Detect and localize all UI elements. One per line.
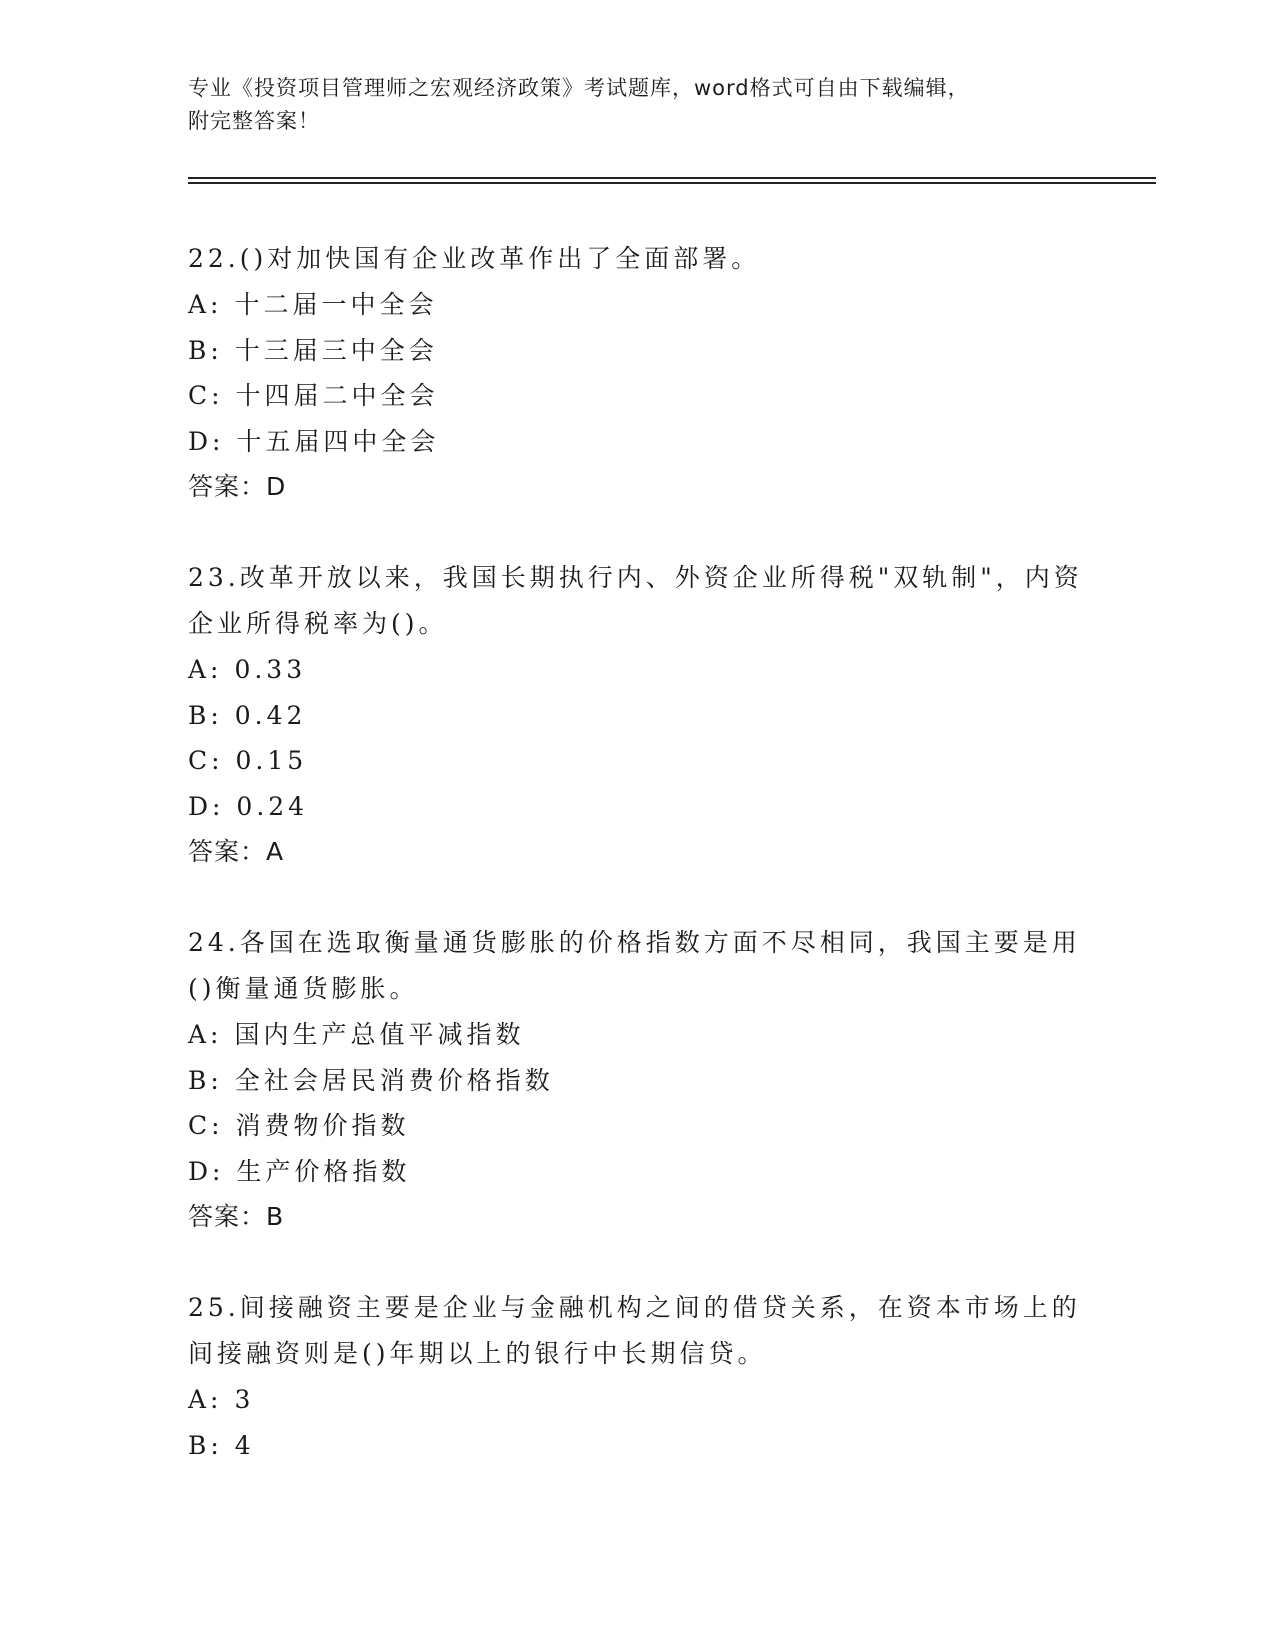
header-divider-bottom: [188, 182, 1156, 184]
option-text: 全社会居民消费价格指数: [234, 1065, 554, 1095]
option-d: [188, 419, 1088, 465]
option-text: 0.33: [234, 655, 307, 684]
option-label: B:: [188, 1065, 235, 1095]
option-a: [188, 282, 1088, 328]
question-24: [188, 920, 1088, 1240]
question-stem-line: ()衡量通货膨胀。: [188, 974, 419, 1003]
option-label: B:: [188, 700, 235, 730]
header-line-2: 附完整答案！: [188, 109, 320, 133]
option-label: A:: [188, 290, 235, 319]
question-stem-line: 间接融资则是()年期以上的银行中长期信贷。: [188, 1339, 767, 1368]
option-label: B:: [188, 335, 235, 365]
question-25: [188, 1285, 1088, 1468]
option-label: B:: [188, 1430, 235, 1460]
question-23: [188, 555, 1088, 875]
answer-line: 答案：D: [188, 472, 287, 501]
question-stem-line: 企业所得税率为()。: [188, 609, 448, 638]
option-b: [188, 693, 1088, 739]
question-stem-line: 22.()对加快国有企业改革作出了全面部署。: [188, 244, 761, 273]
answer-line: 答案：A: [188, 837, 285, 866]
option-d: [188, 1149, 1088, 1195]
option-c: [188, 373, 1088, 419]
option-c: [188, 738, 1088, 784]
option-text: 生产价格指数: [236, 1156, 411, 1186]
question-stem-line: 23.改革开放以来，我国长期执行内、外资企业所得税"双轨制"，内资: [188, 563, 1083, 592]
option-b: [188, 328, 1088, 374]
option-text: 4: [234, 1430, 255, 1460]
option-label: C:: [188, 746, 236, 775]
option-text: 0.15: [235, 746, 308, 775]
option-label: D:: [188, 426, 237, 456]
option-b: [188, 1423, 1088, 1469]
option-label: D:: [188, 791, 237, 821]
option-d: [188, 784, 1088, 830]
question-stem-line: 25.间接融资主要是企业与金融机构之间的借贷关系，在资本市场上的: [188, 1293, 1081, 1322]
option-c: [188, 1103, 1088, 1149]
option-a: [188, 1377, 1088, 1423]
option-text: 十四届二中全会: [235, 381, 439, 410]
option-a: [188, 1012, 1088, 1058]
option-a: [188, 647, 1088, 693]
question-list: [188, 236, 1088, 1513]
option-text: 十三届三中全会: [234, 335, 438, 365]
option-label: D:: [188, 1156, 237, 1186]
option-text: 十五届四中全会: [236, 426, 440, 456]
option-text: 3: [234, 1385, 255, 1414]
option-label: A:: [188, 1385, 235, 1414]
option-label: A:: [188, 1020, 235, 1049]
option-text: 消费物价指数: [235, 1111, 410, 1140]
option-text: 0.24: [236, 791, 309, 821]
question-stem-line: 24.各国在选取衡量通货膨胀的价格指数方面不尽相同，我国主要是用: [188, 928, 1081, 957]
header-line-1: 专业《投资项目管理师之宏观经济政策》考试题库，word格式可自由下载编辑，: [188, 76, 970, 100]
option-b: [188, 1058, 1088, 1104]
option-text: 0.42: [234, 700, 307, 730]
question-22: [188, 236, 1088, 510]
option-label: C:: [188, 381, 236, 410]
header-divider-top: [188, 177, 1156, 179]
option-label: A:: [188, 655, 235, 684]
answer-line: 答案：B: [188, 1202, 285, 1231]
option-text: 国内生产总值平减指数: [234, 1020, 525, 1049]
option-label: C:: [188, 1111, 236, 1140]
option-text: 十二届一中全会: [234, 290, 438, 319]
document-header: [188, 72, 1068, 138]
